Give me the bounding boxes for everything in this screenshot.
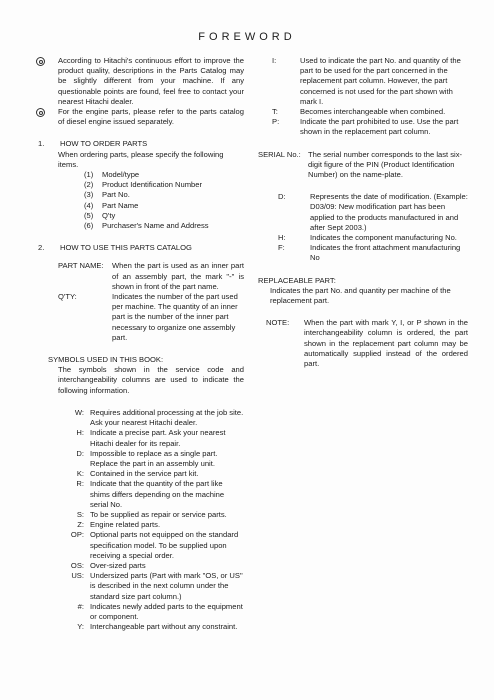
symbol-key: R: bbox=[76, 479, 84, 489]
symbol-key: I: bbox=[272, 56, 277, 65]
symbol-key: OP: bbox=[70, 530, 84, 540]
symbol-description: Indicates the front attachment manufacturing No bbox=[310, 243, 461, 263]
qty-definition bbox=[36, 292, 244, 343]
order-item bbox=[36, 221, 244, 231]
section-title: HOW TO USE THIS PARTS CATALOG bbox=[60, 243, 192, 253]
symbols-heading: SYMBOLS USED IN THIS BOOK: bbox=[48, 355, 164, 365]
qty-key: Q'TY: bbox=[58, 292, 77, 302]
symbol-entry bbox=[56, 561, 244, 571]
symbol-description: Optional parts not equipped on the standard specification model. To be supplied upon receiving a special order. bbox=[90, 530, 239, 560]
order-item-number: (4) bbox=[84, 200, 94, 210]
note bbox=[258, 318, 468, 369]
symbol-key: K: bbox=[76, 469, 84, 479]
serial-symbol-entry bbox=[258, 243, 468, 263]
section-1-heading bbox=[36, 139, 244, 149]
symbol-key: T: bbox=[272, 107, 278, 117]
symbol-key: S: bbox=[76, 509, 84, 519]
serial-definition bbox=[258, 150, 468, 181]
symbol-description: Indicate the part prohibited to use. Use the part shown in the replacement part column. bbox=[300, 117, 459, 137]
symbol-entry bbox=[56, 510, 244, 520]
symbol-entry bbox=[56, 428, 244, 448]
order-item-number: (1) bbox=[84, 170, 94, 180]
right-column bbox=[258, 56, 468, 369]
symbol-key: H: bbox=[278, 233, 286, 243]
symbol-key: F: bbox=[278, 243, 285, 253]
section-number: 2. bbox=[38, 243, 45, 253]
part-name-definition bbox=[36, 261, 244, 292]
section-number: 1. bbox=[38, 139, 45, 149]
symbol-key: D: bbox=[76, 448, 84, 458]
symbol-key: W: bbox=[74, 407, 84, 417]
replaceable-heading: REPLACEABLE PART: bbox=[258, 275, 336, 285]
symbol-key: P: bbox=[272, 117, 280, 127]
serial-symbols-list bbox=[258, 192, 468, 263]
symbol-entry bbox=[56, 530, 244, 561]
symbol-key: Z: bbox=[77, 520, 84, 530]
symbol-description: Undersized parts (Part with mark "OS, or US" is described in the next column under the standard size part column.) bbox=[90, 571, 243, 601]
symbol-entry bbox=[258, 117, 468, 137]
symbol-key: D: bbox=[278, 192, 286, 202]
order-item bbox=[36, 170, 244, 180]
symbol-key: OS: bbox=[70, 560, 84, 570]
symbol-description: To be supplied as repair or service parts. bbox=[90, 509, 227, 519]
symbol-description: Indicate that the quantity of the part like shims differs depending on the machine serial No. bbox=[90, 479, 225, 509]
section-1-text: When ordering parts, please specify the following items. bbox=[58, 149, 224, 169]
double-circle-icon bbox=[36, 107, 58, 119]
part-name-text: When the part is used as an inner part of an assembly part, the mark "-" is shown in front of the part name. bbox=[112, 261, 244, 291]
intro-text-2: For the engine parts, please refer to the parts catalog of diesel engine issued separately. bbox=[58, 107, 244, 127]
symbol-description: Indicate a precise part. Ask your nearest Hitachi dealer for its repair. bbox=[90, 428, 226, 448]
replaceable-text: Indicates the part No. and quantity per machine of the replacement part. bbox=[270, 285, 451, 306]
order-item-text: Q'ty bbox=[102, 210, 116, 220]
symbols-list bbox=[36, 408, 244, 632]
symbol-entry bbox=[56, 408, 244, 428]
order-item-text: Part No. bbox=[102, 190, 130, 200]
symbol-description: Interchangeable part without any constraint. bbox=[90, 622, 238, 632]
symbol-entry bbox=[56, 469, 244, 479]
order-item-text: Product Identification Number bbox=[102, 180, 203, 190]
order-item bbox=[36, 201, 244, 211]
order-item-number: (5) bbox=[84, 210, 94, 220]
order-item-text: Part Name bbox=[102, 200, 139, 210]
serial-symbol-entry bbox=[258, 233, 468, 243]
symbol-description: Contained in the service part kit. bbox=[90, 469, 199, 479]
symbol-key: H: bbox=[76, 428, 84, 438]
symbol-description: Requires additional processing at the job site. Ask your nearest Hitachi dealer. bbox=[90, 407, 244, 428]
page-title: FOREWORD bbox=[198, 31, 296, 43]
section-title: HOW TO ORDER PARTS bbox=[60, 139, 148, 149]
symbol-key: #: bbox=[77, 601, 84, 611]
right-symbols-list bbox=[258, 56, 468, 138]
symbol-entry bbox=[258, 107, 468, 117]
order-item bbox=[36, 211, 244, 221]
section-2-heading bbox=[36, 243, 244, 253]
serial-symbol-entry bbox=[258, 192, 468, 233]
symbol-description: Over-sized parts bbox=[90, 560, 146, 570]
left-column bbox=[36, 56, 244, 632]
note-text: When the part with mark Y, I, or P shown in the interchangeability column is ordered, the part shown in the replacement part column may be automatically supplied instead of the ordered part. bbox=[304, 318, 468, 369]
order-item-number: (3) bbox=[84, 190, 94, 200]
symbol-entry bbox=[56, 602, 244, 622]
symbol-description: Engine related parts. bbox=[90, 520, 161, 530]
symbols-intro: The symbols shown in the service code and interchangeability columns are used to indicate the following information. bbox=[58, 365, 244, 395]
symbol-entry bbox=[258, 56, 468, 107]
intro-paragraph-1 bbox=[36, 56, 244, 107]
serial-key: SERIAL No.: bbox=[258, 149, 301, 159]
order-item-number: (6) bbox=[84, 221, 94, 231]
symbol-description: Indicates the component manufacturing No. bbox=[310, 233, 457, 243]
symbol-key: US: bbox=[71, 571, 84, 581]
order-item-text: Model/type bbox=[102, 170, 140, 180]
symbol-entry bbox=[56, 449, 244, 469]
intro-paragraph-2 bbox=[36, 107, 244, 127]
symbol-entry bbox=[56, 622, 244, 632]
symbol-description: Impossible to replace as a single part. Replace the part in an assembly unit. bbox=[90, 448, 218, 468]
note-key: NOTE: bbox=[266, 318, 290, 328]
double-circle-icon bbox=[36, 56, 58, 68]
order-item-text: Purchaser's Name and Address bbox=[102, 221, 209, 231]
order-item bbox=[36, 180, 244, 190]
intro-text-1: According to Hitachi's continuous effort to improve the product quality, descriptions in the Parts Catalog may be slightly different from your machine. If any questionable points are found, feel free to contact your nearest Hitachi dealer. bbox=[58, 56, 244, 106]
order-item bbox=[36, 190, 244, 200]
serial-text: The serial number corresponds to the last six-digit figure of the PIN (Product Identification Number) on the name-plate. bbox=[308, 149, 463, 180]
qty-text: Indicates the number of the part used per machine. The quantity of an inner part is the number of the inner part necessary to organize one assembly part. bbox=[112, 292, 238, 342]
symbol-description: Represents the date of modification. (Example: D03/09: New modification part has been applied to the products manufactured in and after Sept 2003.) bbox=[310, 192, 468, 232]
symbol-description: Becomes interchangeable when combined. bbox=[300, 107, 446, 117]
symbol-entry bbox=[56, 571, 244, 602]
symbol-description: Used to indicate the part No. and quantity of the part to be used for the part concerned in the replacement part column. However, the part concerned is not used for the part shown with mark I. bbox=[300, 56, 461, 106]
order-items-list bbox=[36, 170, 244, 231]
order-item-number: (2) bbox=[84, 180, 94, 190]
symbol-key: Y: bbox=[77, 622, 84, 632]
symbol-entry bbox=[56, 479, 244, 510]
symbol-entry bbox=[56, 520, 244, 530]
symbol-description: Indicates newly added parts to the equipment or component. bbox=[90, 601, 243, 621]
part-name-key: PART NAME: bbox=[58, 261, 104, 271]
